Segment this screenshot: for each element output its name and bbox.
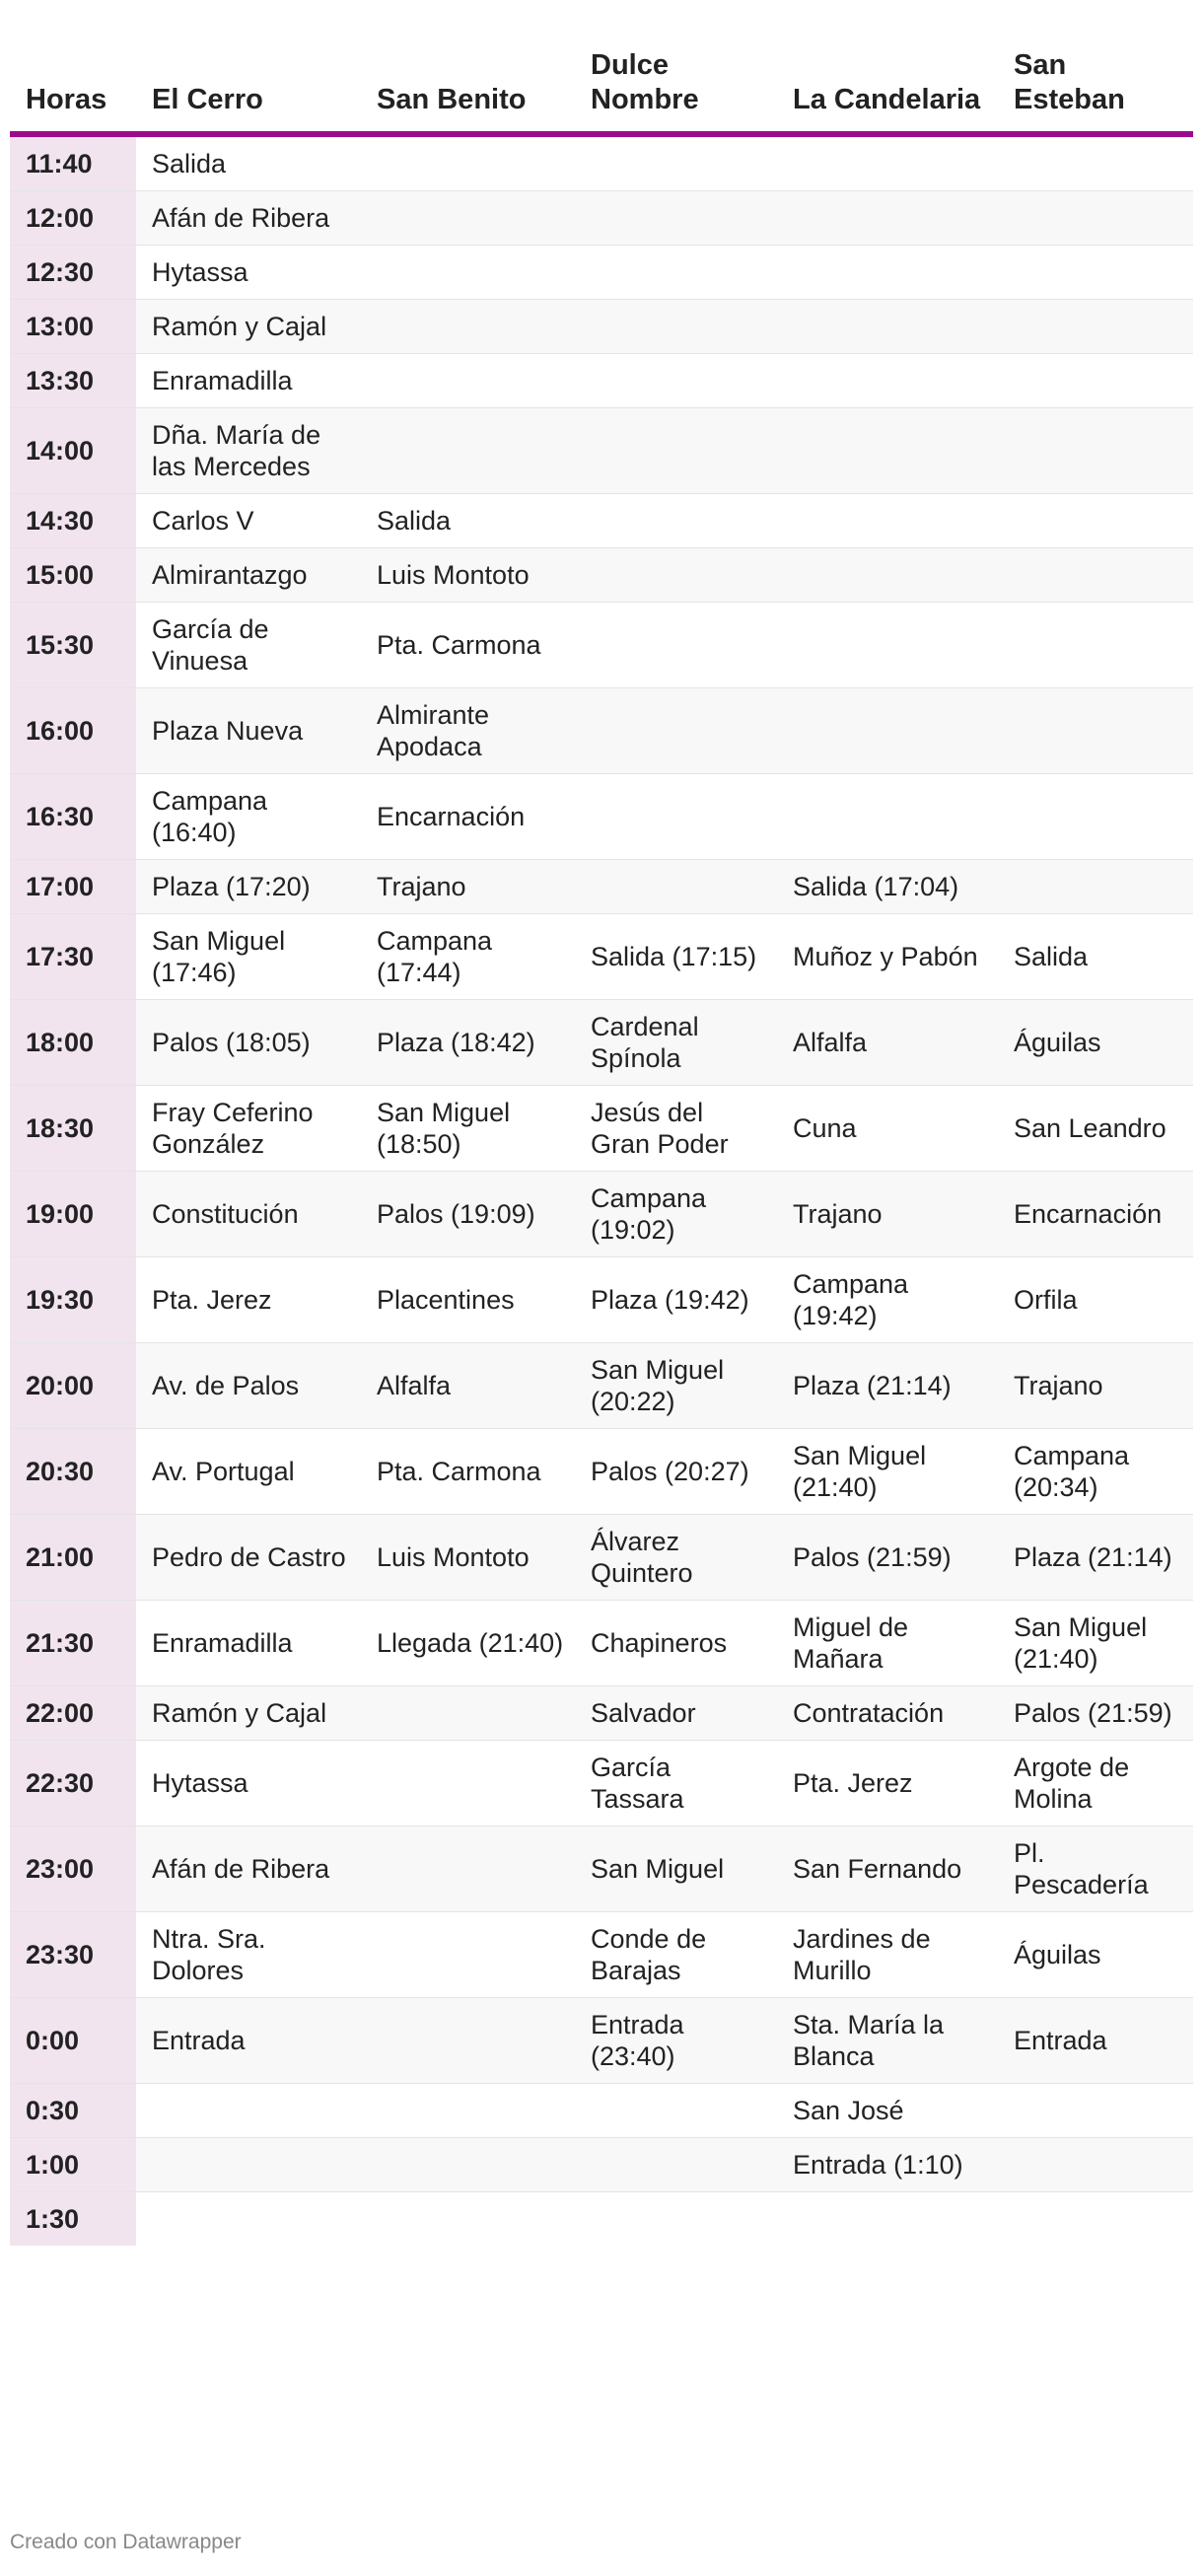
stop-cell-san-esteban: Águilas [998, 1000, 1193, 1086]
stop-cell-la-candelaria [777, 354, 998, 408]
stop-cell-dulce-nombre: Cardenal Spínola [575, 1000, 777, 1086]
stop-cell-san-esteban [998, 548, 1193, 603]
stop-cell-dulce-nombre [575, 494, 777, 548]
stop-cell-san-esteban [998, 191, 1193, 246]
stop-cell-la-candelaria [777, 774, 998, 860]
stop-cell-la-candelaria: San Fernando [777, 1826, 998, 1912]
stop-cell-san-benito [361, 1826, 575, 1912]
hour-cell: 22:00 [10, 1686, 136, 1741]
stop-cell-la-candelaria [777, 300, 998, 354]
stop-cell-san-esteban: Pl. Pescadería [998, 1826, 1193, 1912]
stop-cell-dulce-nombre [575, 2084, 777, 2138]
stop-cell-dulce-nombre [575, 860, 777, 914]
stop-cell-san-esteban [998, 860, 1193, 914]
table-row [10, 408, 1193, 494]
column-header-hour: Horas [10, 37, 136, 134]
stop-cell-la-candelaria [777, 246, 998, 300]
stop-cell-dulce-nombre [575, 134, 777, 191]
table-row [10, 1998, 1193, 2084]
table-row [10, 1741, 1193, 1826]
header-row [10, 37, 1193, 134]
stop-cell-san-benito [361, 191, 575, 246]
table-row [10, 860, 1193, 914]
stop-cell-san-esteban: San Leandro [998, 1086, 1193, 1172]
stop-cell-el-cerro [136, 2192, 361, 2247]
stop-cell-el-cerro: Pta. Jerez [136, 1257, 361, 1343]
stop-cell-la-candelaria: Miguel de Mañara [777, 1601, 998, 1686]
stop-cell-san-benito [361, 1912, 575, 1998]
stop-cell-el-cerro: Afán de Ribera [136, 191, 361, 246]
stop-cell-san-esteban [998, 408, 1193, 494]
table-body [10, 134, 1193, 2246]
stop-cell-la-candelaria: Contratación [777, 1686, 998, 1741]
stop-cell-el-cerro: Dña. María de las Mercedes [136, 408, 361, 494]
table-row [10, 1343, 1193, 1429]
stop-cell-san-esteban [998, 354, 1193, 408]
stop-cell-dulce-nombre: Palos (20:27) [575, 1429, 777, 1515]
stop-cell-san-esteban [998, 246, 1193, 300]
stop-cell-el-cerro [136, 2138, 361, 2192]
stop-cell-la-candelaria: San Miguel (21:40) [777, 1429, 998, 1515]
stop-cell-el-cerro: Ramón y Cajal [136, 1686, 361, 1741]
stop-cell-la-candelaria [777, 603, 998, 688]
table-row [10, 2192, 1193, 2247]
stop-cell-san-benito: Luis Montoto [361, 1515, 575, 1601]
stop-cell-san-esteban: Salida [998, 914, 1193, 1000]
stop-cell-la-candelaria [777, 548, 998, 603]
table-row [10, 1912, 1193, 1998]
stop-cell-san-benito [361, 300, 575, 354]
stop-cell-el-cerro: Palos (18:05) [136, 1000, 361, 1086]
stop-cell-san-benito [361, 408, 575, 494]
table-row [10, 134, 1193, 191]
stop-cell-san-esteban: Campana (20:34) [998, 1429, 1193, 1515]
stop-cell-dulce-nombre: San Miguel (20:22) [575, 1343, 777, 1429]
stop-cell-san-benito: Pta. Carmona [361, 603, 575, 688]
stop-cell-la-candelaria: Plaza (21:14) [777, 1343, 998, 1429]
stop-cell-el-cerro: Ramón y Cajal [136, 300, 361, 354]
stop-cell-san-benito: Almirante Apodaca [361, 688, 575, 774]
hour-cell: 23:00 [10, 1826, 136, 1912]
stop-cell-san-benito [361, 2084, 575, 2138]
stop-cell-san-esteban [998, 603, 1193, 688]
stop-cell-la-candelaria [777, 688, 998, 774]
stop-cell-la-candelaria: Alfalfa [777, 1000, 998, 1086]
stop-cell-san-benito: Salida [361, 494, 575, 548]
stop-cell-la-candelaria [777, 494, 998, 548]
stop-cell-dulce-nombre: Álvarez Quintero [575, 1515, 777, 1601]
stop-cell-san-esteban: San Miguel (21:40) [998, 1601, 1193, 1686]
stop-cell-el-cerro [136, 2084, 361, 2138]
stop-cell-la-candelaria: Trajano [777, 1172, 998, 1257]
stop-cell-la-candelaria: Muñoz y Pabón [777, 914, 998, 1000]
hour-cell: 14:00 [10, 408, 136, 494]
hour-cell: 17:30 [10, 914, 136, 1000]
table-row [10, 1515, 1193, 1601]
stop-cell-dulce-nombre [575, 246, 777, 300]
table-row [10, 2084, 1193, 2138]
stop-cell-dulce-nombre: Chapineros [575, 1601, 777, 1686]
column-header-el-cerro: El Cerro [136, 37, 361, 134]
table-row [10, 2138, 1193, 2192]
stop-cell-san-benito [361, 134, 575, 191]
table-row [10, 1686, 1193, 1741]
table-row [10, 1172, 1193, 1257]
stop-cell-la-candelaria: Jardines de Murillo [777, 1912, 998, 1998]
hour-cell: 1:00 [10, 2138, 136, 2192]
stop-cell-la-candelaria: San José [777, 2084, 998, 2138]
table-row [10, 300, 1193, 354]
stop-cell-el-cerro: Salida [136, 134, 361, 191]
stop-cell-dulce-nombre [575, 688, 777, 774]
stop-cell-la-candelaria [777, 2192, 998, 2247]
hour-cell: 16:30 [10, 774, 136, 860]
stop-cell-la-candelaria: Cuna [777, 1086, 998, 1172]
stop-cell-el-cerro: Afán de Ribera [136, 1826, 361, 1912]
hour-cell: 15:30 [10, 603, 136, 688]
stop-cell-la-candelaria: Sta. María la Blanca [777, 1998, 998, 2084]
stop-cell-san-esteban: Palos (21:59) [998, 1686, 1193, 1741]
stop-cell-dulce-nombre: Conde de Barajas [575, 1912, 777, 1998]
stop-cell-el-cerro: Ntra. Sra. Dolores [136, 1912, 361, 1998]
stop-cell-san-esteban [998, 2192, 1193, 2247]
stop-cell-san-esteban [998, 300, 1193, 354]
stop-cell-san-benito [361, 1998, 575, 2084]
table-row [10, 1257, 1193, 1343]
table-row [10, 191, 1193, 246]
stop-cell-dulce-nombre [575, 548, 777, 603]
table-row [10, 548, 1193, 603]
stop-cell-el-cerro: Carlos V [136, 494, 361, 548]
table-row [10, 1429, 1193, 1515]
table-header [10, 37, 1193, 134]
stop-cell-el-cerro: Av. Portugal [136, 1429, 361, 1515]
stop-cell-san-benito: Encarnación [361, 774, 575, 860]
stop-cell-el-cerro: García de Vinuesa [136, 603, 361, 688]
stop-cell-la-candelaria: Pta. Jerez [777, 1741, 998, 1826]
hour-cell: 16:00 [10, 688, 136, 774]
hour-cell: 21:00 [10, 1515, 136, 1601]
stop-cell-el-cerro: Campana (16:40) [136, 774, 361, 860]
stop-cell-el-cerro: Pedro de Castro [136, 1515, 361, 1601]
stop-cell-el-cerro: Fray Ceferino González [136, 1086, 361, 1172]
stop-cell-san-benito: Campana (17:44) [361, 914, 575, 1000]
column-header-san-benito: San Benito [361, 37, 575, 134]
stop-cell-san-esteban [998, 2138, 1193, 2192]
hour-cell: 12:00 [10, 191, 136, 246]
stop-cell-san-esteban [998, 688, 1193, 774]
hour-cell: 17:00 [10, 860, 136, 914]
table-row [10, 1601, 1193, 1686]
table-row [10, 1000, 1193, 1086]
stop-cell-san-esteban: Trajano [998, 1343, 1193, 1429]
stop-cell-dulce-nombre: Salvador [575, 1686, 777, 1741]
hour-cell: 20:00 [10, 1343, 136, 1429]
table-row [10, 354, 1193, 408]
hour-cell: 18:00 [10, 1000, 136, 1086]
stop-cell-la-candelaria [777, 134, 998, 191]
stop-cell-el-cerro: San Miguel (17:46) [136, 914, 361, 1000]
stop-cell-dulce-nombre: San Miguel [575, 1826, 777, 1912]
stop-cell-dulce-nombre: Campana (19:02) [575, 1172, 777, 1257]
hour-cell: 19:30 [10, 1257, 136, 1343]
stop-cell-san-benito [361, 1686, 575, 1741]
stop-cell-dulce-nombre: Jesús del Gran Poder [575, 1086, 777, 1172]
table-row [10, 1826, 1193, 1912]
table-row [10, 246, 1193, 300]
column-header-san-esteban: San Esteban [998, 37, 1193, 134]
stop-cell-san-benito [361, 246, 575, 300]
stop-cell-san-benito [361, 2192, 575, 2247]
stop-cell-dulce-nombre [575, 300, 777, 354]
stop-cell-la-candelaria: Campana (19:42) [777, 1257, 998, 1343]
stop-cell-san-esteban: Argote de Molina [998, 1741, 1193, 1826]
hour-cell: 14:30 [10, 494, 136, 548]
stop-cell-san-benito [361, 354, 575, 408]
hour-cell: 15:00 [10, 548, 136, 603]
stop-cell-san-benito: Palos (19:09) [361, 1172, 575, 1257]
hour-cell: 1:30 [10, 2192, 136, 2247]
stop-cell-dulce-nombre [575, 191, 777, 246]
hour-cell: 18:30 [10, 1086, 136, 1172]
stop-cell-la-candelaria: Palos (21:59) [777, 1515, 998, 1601]
hour-cell: 12:30 [10, 246, 136, 300]
hour-cell: 13:30 [10, 354, 136, 408]
stop-cell-el-cerro: Plaza Nueva [136, 688, 361, 774]
stop-cell-el-cerro: Enramadilla [136, 1601, 361, 1686]
hour-cell: 22:30 [10, 1741, 136, 1826]
stop-cell-el-cerro: Entrada [136, 1998, 361, 2084]
stop-cell-san-esteban: Encarnación [998, 1172, 1193, 1257]
stop-cell-san-esteban [998, 134, 1193, 191]
stop-cell-san-benito [361, 1741, 575, 1826]
table-row [10, 688, 1193, 774]
hour-cell: 19:00 [10, 1172, 136, 1257]
stop-cell-dulce-nombre [575, 603, 777, 688]
hour-cell: 13:00 [10, 300, 136, 354]
stop-cell-san-benito: Pta. Carmona [361, 1429, 575, 1515]
column-header-la-candelaria: La Candelaria [777, 37, 998, 134]
stop-cell-dulce-nombre [575, 2192, 777, 2247]
table-row [10, 774, 1193, 860]
stop-cell-san-esteban: Entrada [998, 1998, 1193, 2084]
stop-cell-san-esteban [998, 2084, 1193, 2138]
stop-cell-san-benito: Luis Montoto [361, 548, 575, 603]
hour-cell: 11:40 [10, 134, 136, 191]
schedule-table-container [10, 37, 1193, 2246]
stop-cell-san-benito: Llegada (21:40) [361, 1601, 575, 1686]
schedule-table [10, 37, 1193, 2246]
stop-cell-san-benito: San Miguel (18:50) [361, 1086, 575, 1172]
stop-cell-dulce-nombre [575, 774, 777, 860]
hour-cell: 0:00 [10, 1998, 136, 2084]
stop-cell-san-esteban: Plaza (21:14) [998, 1515, 1193, 1601]
stop-cell-san-esteban: Orfila [998, 1257, 1193, 1343]
stop-cell-la-candelaria [777, 191, 998, 246]
datawrapper-credit: Creado con Datawrapper [10, 2531, 242, 2553]
stop-cell-dulce-nombre: García Tassara [575, 1741, 777, 1826]
hour-cell: 21:30 [10, 1601, 136, 1686]
hour-cell: 20:30 [10, 1429, 136, 1515]
stop-cell-dulce-nombre [575, 2138, 777, 2192]
stop-cell-san-benito: Placentines [361, 1257, 575, 1343]
stop-cell-dulce-nombre: Plaza (19:42) [575, 1257, 777, 1343]
hour-cell: 0:30 [10, 2084, 136, 2138]
stop-cell-san-benito: Alfalfa [361, 1343, 575, 1429]
stop-cell-dulce-nombre: Entrada (23:40) [575, 1998, 777, 2084]
stop-cell-el-cerro: Plaza (17:20) [136, 860, 361, 914]
stop-cell-el-cerro: Almirantazgo [136, 548, 361, 603]
stop-cell-la-candelaria: Salida (17:04) [777, 860, 998, 914]
stop-cell-el-cerro: Constitución [136, 1172, 361, 1257]
stop-cell-dulce-nombre [575, 408, 777, 494]
stop-cell-la-candelaria: Entrada (1:10) [777, 2138, 998, 2192]
stop-cell-san-benito: Plaza (18:42) [361, 1000, 575, 1086]
stop-cell-el-cerro: Enramadilla [136, 354, 361, 408]
stop-cell-la-candelaria [777, 408, 998, 494]
stop-cell-dulce-nombre: Salida (17:15) [575, 914, 777, 1000]
stop-cell-san-esteban [998, 494, 1193, 548]
stop-cell-dulce-nombre [575, 354, 777, 408]
hour-cell: 23:30 [10, 1912, 136, 1998]
stop-cell-san-benito: Trajano [361, 860, 575, 914]
stop-cell-el-cerro: Hytassa [136, 1741, 361, 1826]
stop-cell-san-esteban: Águilas [998, 1912, 1193, 1998]
table-row [10, 1086, 1193, 1172]
table-row [10, 603, 1193, 688]
table-row [10, 494, 1193, 548]
column-header-dulce-nombre: Dulce Nombre [575, 37, 777, 134]
stop-cell-san-esteban [998, 774, 1193, 860]
stop-cell-el-cerro: Hytassa [136, 246, 361, 300]
stop-cell-san-benito [361, 2138, 575, 2192]
table-row [10, 914, 1193, 1000]
stop-cell-el-cerro: Av. de Palos [136, 1343, 361, 1429]
